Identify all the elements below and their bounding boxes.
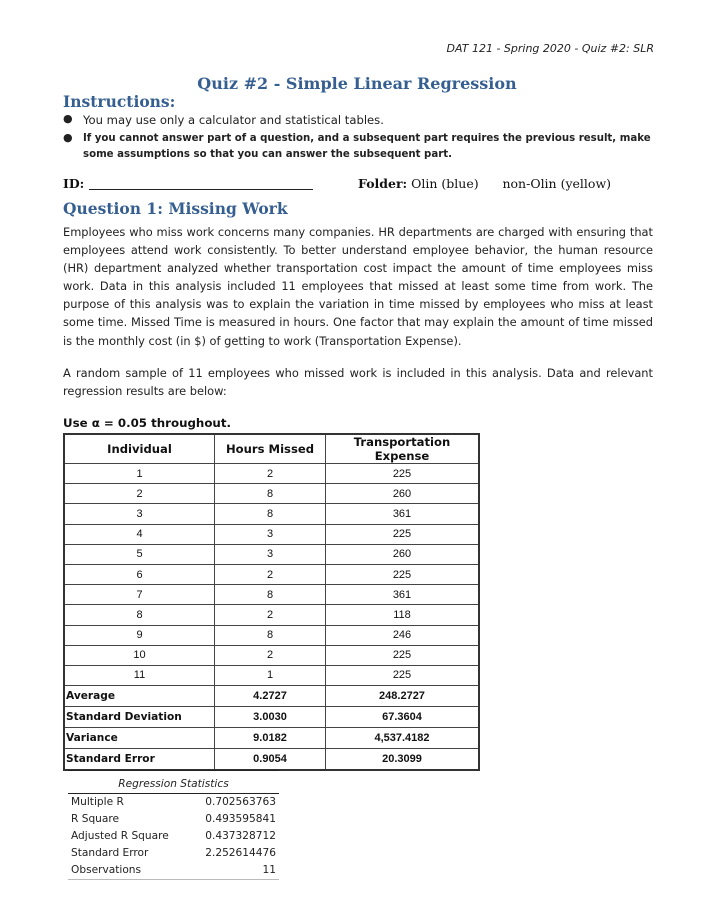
summary-row — [64, 707, 479, 728]
table-cell: 225 — [326, 564, 480, 584]
table-cell: 11 — [64, 665, 215, 685]
regression-row — [68, 862, 279, 879]
folder-field — [358, 176, 611, 191]
instruction-text: You may use only a calculator and statistical tables. — [83, 113, 384, 127]
bullet-icon: ● — [63, 112, 73, 125]
table-cell: 361 — [326, 585, 480, 605]
summary-value: 0.9054 — [215, 749, 326, 771]
summary-label: Standard Deviation — [64, 707, 215, 728]
table-cell: 8 — [215, 504, 326, 524]
regression-label: R Square — [71, 813, 120, 825]
table-cell: 10 — [64, 645, 215, 665]
summary-value: 20.3099 — [326, 749, 480, 771]
folder-label: Folder: — [358, 176, 408, 191]
regression-heading: Regression Statistics — [68, 776, 279, 794]
table-cell: 7 — [64, 585, 215, 605]
table-cell: 225 — [326, 464, 480, 484]
table-cell: 8 — [215, 585, 326, 605]
regression-label: Observations — [71, 864, 142, 876]
regression-value: 0.437328712 — [205, 830, 276, 842]
regression-row — [68, 794, 279, 811]
summary-value: 9.0182 — [215, 728, 326, 749]
column-header: Hours Missed — [215, 434, 326, 464]
table-row — [64, 484, 479, 504]
table-cell: 9 — [64, 625, 215, 645]
data-table — [63, 433, 480, 771]
summary-value: 4,537.4182 — [326, 728, 480, 749]
table-row — [64, 524, 479, 544]
folder-options: Olin (blue) non-Olin (yellow) — [411, 176, 612, 191]
table-row — [64, 625, 479, 645]
table-cell: 6 — [64, 564, 215, 584]
regression-value: 0.702563763 — [205, 796, 276, 808]
id-label: ID: — [63, 176, 85, 191]
table-cell: 8 — [64, 605, 215, 625]
column-header: Individual — [64, 434, 215, 464]
table-cell: 3 — [215, 524, 326, 544]
table-cell: 3 — [215, 544, 326, 564]
table-header-row — [64, 434, 479, 464]
regression-statistics — [68, 770, 279, 880]
table-cell: 2 — [64, 484, 215, 504]
column-header: Transportation Expense — [326, 434, 480, 464]
summary-value: 3.0030 — [215, 707, 326, 728]
table-cell: 4 — [64, 524, 215, 544]
page-header: DAT 121 - Spring 2020 - Quiz #2: SLR — [446, 42, 654, 55]
regression-row — [68, 828, 279, 845]
table-cell: 2 — [215, 564, 326, 584]
table-row — [64, 504, 479, 524]
table-cell: 225 — [326, 524, 480, 544]
regression-label: Multiple R — [71, 796, 124, 808]
table-cell: 5 — [64, 544, 215, 564]
alpha-note: Use α = 0.05 throughout. — [63, 416, 231, 430]
table-cell: 361 — [326, 504, 480, 524]
table-cell: 2 — [215, 464, 326, 484]
table-cell: 260 — [326, 544, 480, 564]
table-cell: 118 — [326, 605, 480, 625]
regression-row — [68, 845, 279, 862]
table-cell: 8 — [215, 484, 326, 504]
question-paragraph: A random sample of 11 employees who missed work is included in this analysis. Data and relevant regression results are below: — [63, 366, 653, 399]
summary-row — [64, 749, 479, 771]
table-cell: 225 — [326, 645, 480, 665]
summary-row — [64, 686, 479, 707]
regression-label: Adjusted R Square — [71, 830, 169, 842]
regression-value: 2.252614476 — [205, 847, 276, 859]
instructions-heading: Instructions: — [63, 92, 176, 111]
table-row — [64, 665, 479, 685]
summary-value: 67.3604 — [326, 707, 480, 728]
table-cell: 1 — [215, 665, 326, 685]
table-cell: 2 — [215, 645, 326, 665]
summary-label: Average — [64, 686, 215, 707]
table-cell: 260 — [326, 484, 480, 504]
table-cell: 246 — [326, 625, 480, 645]
table-cell: 2 — [215, 605, 326, 625]
summary-label: Variance — [64, 728, 215, 749]
table-cell: 3 — [64, 504, 215, 524]
table-row — [64, 645, 479, 665]
summary-label: Standard Error — [64, 749, 215, 771]
page-title: Quiz #2 - Simple Linear Regression — [197, 74, 517, 93]
table-row — [64, 564, 479, 584]
table-row — [64, 605, 479, 625]
regression-label: Standard Error — [71, 847, 149, 859]
summary-value: 248.2727 — [326, 686, 480, 707]
table-row — [64, 544, 479, 564]
regression-value: 11 — [262, 864, 276, 876]
table-row — [64, 585, 479, 605]
table-row — [64, 464, 479, 484]
table-cell: 8 — [215, 625, 326, 645]
summary-value: 4.2727 — [215, 686, 326, 707]
question-heading: Question 1: Missing Work — [63, 199, 288, 218]
table-cell: 1 — [64, 464, 215, 484]
instruction-text: If you cannot answer part of a question, and a subsequent part requires the previous result, make some assumptions so that you can answer the subsequent part. — [83, 133, 651, 160]
regression-value: 0.493595841 — [205, 813, 276, 825]
question-paragraph: Employees who miss work concerns many companies. HR departments are charged with ensuring that employees attend work consistently. To better understand employee behavior, the human resource (HR) department analyzed whether transportation cost impact the amount of time employees miss work. Data in this analysis included 11 employees that missed at least some time from work. The purpose of this analysis was to explain the variation in time missed by employees who miss at least some time. Missed Time is measured in hours. One factor that may explain the amount of time missed is the monthly cost (in $) of getting to work (Transportation Expense). — [63, 225, 653, 348]
bullet-icon: ● — [63, 131, 73, 144]
summary-row — [64, 728, 479, 749]
id-field[interactable] — [89, 189, 313, 190]
regression-row — [68, 811, 279, 828]
table-cell: 225 — [326, 665, 480, 685]
